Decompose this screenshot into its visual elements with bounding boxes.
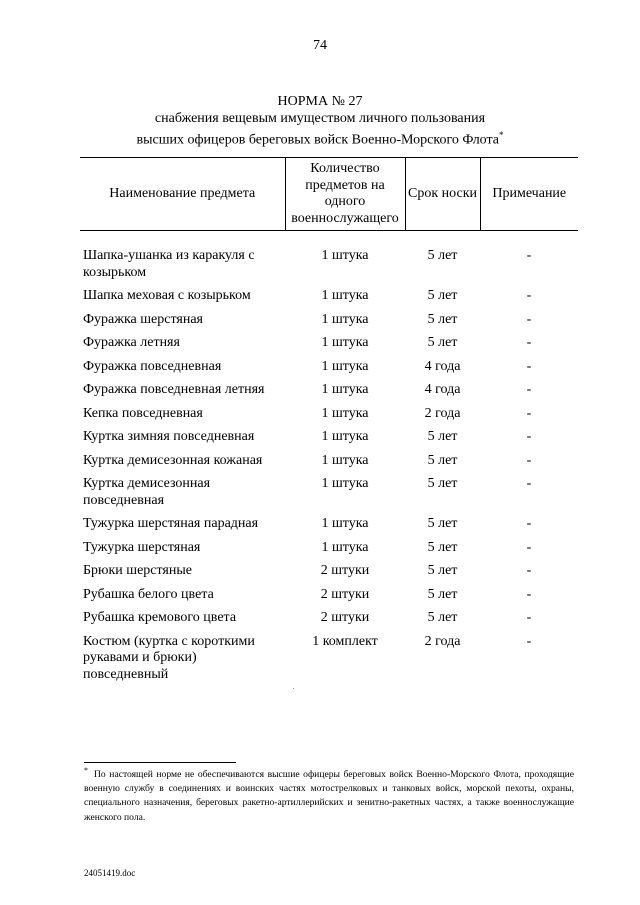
cell-note: - [526,288,532,303]
scan-speck [293,688,294,689]
document-code: 24051419.doc [84,868,136,878]
cell-name: Брюки шерстяные [83,563,192,578]
table-row [80,426,578,450]
cell-term: 4 года [424,382,461,397]
table-row [80,285,578,309]
cell-quantity: 1 штука [321,311,369,327]
cell-quantity: 1 комплект [312,633,378,649]
cell-note: - [526,248,532,263]
cell-quantity: 1 штука [321,248,369,263]
subtitle-line-1: снабжения вещевым имуществом личного пользования [154,111,486,126]
cell-name: Куртка демисезонная повседневная [83,476,211,508]
cell-name: Фуражка летняя [83,335,180,350]
cell-note: - [526,516,532,531]
table-row [80,513,578,537]
footnote [84,768,574,825]
cell-note: - [526,633,532,649]
cell-note: - [526,586,532,602]
subtitle-footnote-mark: * [499,130,504,140]
table-row [80,379,578,403]
table-row [80,245,578,285]
cell-name: Кепка повседневная [83,405,203,421]
cell-term: 5 лет [427,288,458,303]
cell-term: 5 лет [427,586,458,602]
footnote-rule [84,762,236,763]
cell-name: Куртка зимняя повседневная [83,429,255,444]
cell-quantity: 1 штука [321,288,369,303]
cell-term: 5 лет [427,335,458,350]
cell-name: Тужурка шерстяная [83,539,201,555]
document-title: НОРМА № 27 [277,94,363,109]
table-row [80,403,578,427]
cell-term: 2 года [424,633,461,649]
cell-quantity: 1 штука [321,539,369,555]
cell-name: Фуражка повседневная [83,358,222,374]
cell-name: Шапка-ушанка из каракуля с козырьком [83,248,255,280]
cell-quantity: 2 штуки [320,586,370,602]
table-row [80,584,578,608]
cell-name: Фуражка шерстяная [83,311,203,327]
cell-quantity: 1 штука [321,516,369,531]
footnote-text: По настоящей норме не обеспечиваются высшие офицеры береговых войск Военно-Морского Флота, проходящие военную службу в соединениях и воинских частях мотострелковых и танковых войск, морской пехоты, охраны, специального назначения, береговых ракетно-артиллерийских и зенитно-ракетных частях, а также военнослужащие женского пола. [84,769,574,823]
cell-quantity: 1 штука [321,335,369,350]
cell-note: - [526,539,532,555]
cell-note: - [526,610,532,625]
cell-note: - [526,358,532,374]
table-spacer [80,231,578,246]
cell-quantity: 1 штука [321,405,369,421]
cell-term: 4 года [424,358,461,374]
cell-note: - [526,476,532,491]
table-row [80,607,578,631]
cell-term: 5 лет [427,610,458,625]
table-row [80,450,578,474]
cell-name: Фуражка повседневная летняя [83,382,265,397]
table-row [80,356,578,380]
cell-quantity: 1 штука [321,382,369,397]
footnote-mark: * [84,766,88,775]
table-row [80,537,578,561]
table-row [80,560,578,584]
header-name: Наименование предмета [80,158,285,231]
cell-term: 5 лет [427,516,458,531]
header-quantity: Количество предметов на одного военнослужащего [285,158,405,231]
cell-note: - [526,311,532,327]
cell-quantity: 1 штука [321,476,369,491]
cell-name: Шапка меховая с козырьком [83,288,251,303]
cell-quantity: 2 штуки [320,563,370,578]
cell-note: - [526,382,532,397]
header-note: Примечание [480,158,578,231]
cell-quantity: 1 штука [321,452,369,468]
cell-term: 5 лет [427,476,458,491]
table-row [80,309,578,333]
cell-term: 5 лет [427,311,458,327]
cell-name: Костюм (куртка с короткими рукавами и брюки) повседневный [83,633,255,682]
cell-term: 5 лет [427,248,458,263]
table-body [80,231,578,688]
cell-note: - [526,335,532,350]
table-row [80,631,578,688]
subtitle-line-2: высших офицеров береговых войск Военно-Морского Флота [136,132,500,148]
cell-name: Куртка демисезонная кожаная [83,452,263,468]
cell-name: Рубашка белого цвета [83,586,214,602]
cell-term: 5 лет [427,429,458,444]
cell-quantity: 1 штука [321,358,369,374]
document-subtitle [0,110,640,149]
cell-note: - [526,405,532,421]
header-term: Срок носки [405,158,480,231]
cell-note: - [526,563,532,578]
cell-term: 5 лет [427,563,458,578]
cell-quantity: 1 штука [321,429,369,444]
cell-quantity: 2 штуки [320,610,370,625]
page-number: 74 [313,38,327,53]
cell-note: - [526,452,532,468]
cell-name: Рубашка кремового цвета [83,610,237,625]
cell-term: 2 года [424,405,461,421]
cell-note: - [526,429,532,444]
table-row [80,473,578,513]
cell-term: 5 лет [427,452,458,468]
cell-name: Тужурка шерстяная парадная [83,516,259,531]
norm-table [80,157,578,687]
table-header-row [80,158,578,231]
cell-term: 5 лет [427,539,458,555]
table-row [80,332,578,356]
